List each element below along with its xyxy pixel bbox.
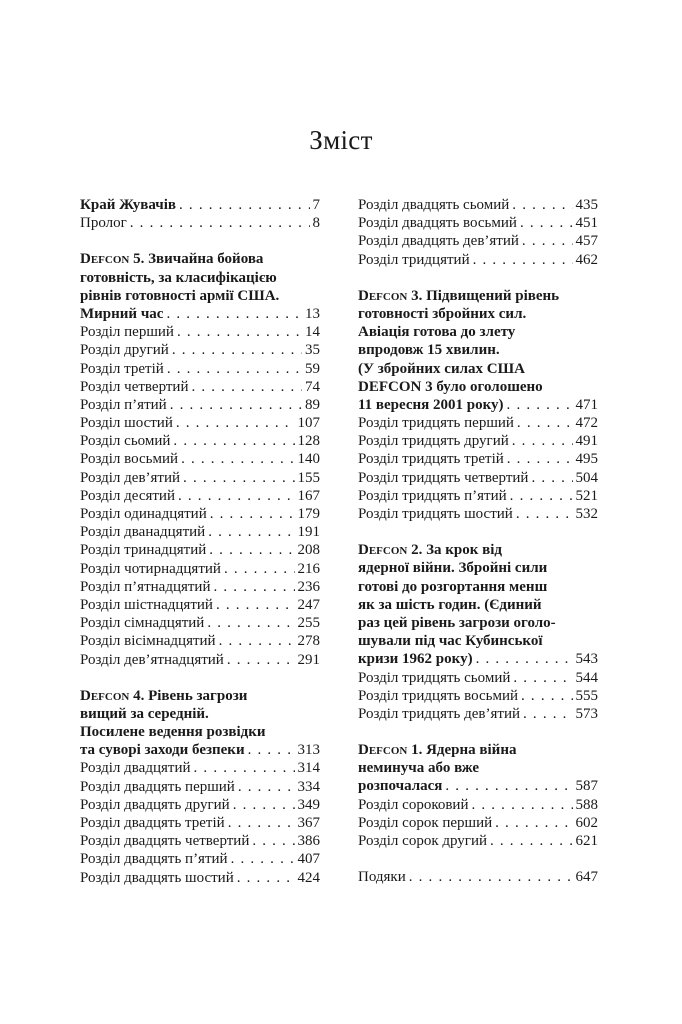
toc-entry-page: 140 [297,451,320,468]
dot-leader [473,251,573,269]
dot-leader [219,632,295,650]
dot-leader [507,450,573,468]
dot-leader [233,796,295,814]
toc-entry[interactable] [80,796,320,814]
toc-entry-label: кризи 1962 року) [358,651,473,668]
toc-entry[interactable] [80,505,320,523]
toc-entry[interactable] [358,868,598,886]
dot-leader [445,777,572,795]
dot-leader [490,832,573,850]
dot-leader [224,560,295,578]
section-heading-line: вищий за середній. [80,705,209,722]
toc-entry[interactable] [80,414,320,432]
toc-entry-label: Розділ сорок другий [358,833,487,849]
toc-entry-page: 216 [297,560,320,577]
dot-leader [191,378,302,396]
dot-leader [194,759,295,777]
toc-entry[interactable] [358,450,598,468]
toc-entry-label: Розділ двадцять п’ятий [80,851,228,868]
toc-entry-page: 191 [297,524,320,541]
toc-entry-page: 349 [297,796,320,813]
dot-leader [252,832,294,850]
dot-leader [166,305,302,323]
dot-leader [520,214,573,232]
toc-entry[interactable] [358,487,598,505]
section-heading-line: DEFCON 3 було оголошено [358,378,543,395]
dot-leader [208,523,294,541]
toc-entry[interactable] [80,651,320,669]
toc-entry-page: 495 [575,451,598,468]
toc-entry-page: 278 [297,633,320,650]
section-heading-line: ядерної війни. Збройні сили [358,560,548,577]
dot-leader [227,651,295,669]
toc-entry[interactable] [358,650,598,668]
dot-leader [181,450,294,468]
toc-entry-label: Розділ двадцять четвертий [80,833,250,850]
section-heading-line: впродовж 15 хвилин. [358,342,500,359]
toc-entry-page: 532 [575,506,598,522]
dot-leader [170,396,302,414]
toc-entry[interactable] [358,196,598,214]
toc-entry-page: 314 [297,760,320,777]
section-heading-line: раз цей рівень загрози оголо- [358,614,556,631]
section-heading-line: (У збройних силах США [358,360,525,377]
toc-entry-label: Розділ тридцять другий [358,433,509,450]
toc-entry-page: 588 [575,796,598,813]
dot-leader [507,396,573,414]
dot-leader [512,196,572,214]
toc-entry-label: Розділ тридцять четвертий [358,469,529,486]
toc-entry-label: Розділ четвертий [80,378,189,395]
toc-entry[interactable] [80,469,320,487]
toc-entry-label: Розділ вісімнадцятий [80,633,216,650]
toc-entry-page: 291 [297,651,320,668]
toc-entry-label: Розділ десятий [80,487,175,504]
toc-entry[interactable] [358,687,598,705]
toc-entry-page: 587 [575,778,598,795]
dot-leader [409,868,573,886]
toc-entry-label: Розділ тридцять перший [358,415,514,432]
dot-leader [178,487,295,505]
toc-entry-label: Розділ одинадцятий [80,506,207,522]
toc-entry[interactable] [80,541,320,559]
dot-leader [513,669,572,687]
toc-entry-page: 521 [575,487,598,504]
toc-entry-label: Розділ двадцять дев’ятий [358,233,519,250]
dot-leader [521,687,572,705]
section-heading-line: Defcon 4. Рівень загрози [80,687,248,704]
toc-entry-label: Розділ сімнадцятий [80,615,205,632]
toc-entry-label: Розділ тридцять восьмий [358,687,519,704]
toc-entry-page: 555 [575,687,598,704]
toc-entry[interactable] [80,778,320,796]
toc-entry-page: 89 [305,396,320,413]
dot-leader [471,796,572,814]
toc-entry-label: Розділ двадцятий [80,760,191,777]
section-heading-line: Defcon 3. Підвищений рівень [358,287,560,304]
toc-entry-label: Розділ двадцять сьомий [358,197,510,213]
toc-entry-page: 424 [297,869,320,886]
toc-entry[interactable] [358,505,598,523]
toc-entry[interactable] [80,487,320,505]
dot-leader [183,469,294,487]
dot-leader [207,614,294,632]
toc-entry[interactable] [358,796,598,814]
toc-entry[interactable] [80,305,320,323]
toc-entry[interactable] [358,832,598,850]
toc-entry-label: Розділ тринадцятий [80,542,207,559]
dot-leader [214,578,295,596]
toc-entry-label: Розділ тридцять дев’ятий [358,705,521,722]
section-heading-line: рівнів готовності армії США. [80,287,280,304]
toc-entry[interactable] [358,669,598,687]
dot-leader [177,323,302,341]
toc-entry[interactable] [358,251,598,269]
dot-leader [228,814,295,832]
toc-entry-label: Розділ тридцятий [358,251,470,268]
toc-entry[interactable] [358,432,598,450]
section-heading-line: готовність, за класифікацією [80,269,277,286]
toc-entry-page: 647 [575,869,598,886]
toc-entry-label: Край Жувачів [80,197,177,213]
toc-entry[interactable] [358,232,598,250]
section-heading-line: Посилене ведення розвідки [80,724,266,741]
toc-entry-page: 74 [305,378,320,395]
toc-entry[interactable] [80,850,320,868]
toc-entry-page: 435 [575,197,598,213]
section-heading-line: Defcon 5. Звичайна бойова [80,251,264,268]
dot-leader [130,214,310,232]
toc-entry-label: та суворі заходи безпеки [80,742,245,759]
toc-entry[interactable] [80,378,320,396]
toc-entry-page: 13 [305,305,320,322]
dot-leader [248,741,295,759]
dot-leader [231,850,295,868]
section-heading-line: готові до розгортання менш [358,578,548,595]
toc-entry-page: 236 [297,578,320,595]
toc-entry-label: Розділ тридцять третій [358,451,504,468]
toc-entry-label: Подяки [358,869,406,886]
dot-leader [517,414,573,432]
toc-entry-label: Розділ шістнадцятий [80,596,213,613]
toc-entry-label: Розділ восьмий [80,451,179,468]
toc-entry[interactable] [80,614,320,632]
dot-leader [512,432,573,450]
toc-entry-page: 128 [297,433,320,450]
toc-entry-page: 59 [305,360,320,377]
toc-entry-label: 11 вересня 2001 року) [358,396,504,413]
toc-entry-page: 334 [297,778,320,795]
toc-entry[interactable] [80,396,320,414]
toc-entry-page: 621 [575,833,598,849]
dot-leader [495,814,572,832]
toc-entry-page: 167 [297,487,320,504]
section-heading-line: шували під час Кубинської [358,633,543,650]
toc-entry-page: 386 [297,833,320,850]
toc-section [80,687,320,887]
toc-entry-page: 544 [575,669,598,686]
toc-entry-label: Розділ двадцять шостий [80,869,234,886]
toc-entry-label: Розділ двадцять восьмий [358,215,517,232]
toc-entry-label: Розділ сьомий [80,433,171,450]
toc-entry-label: Мирний час [80,305,164,322]
toc-entry-page: 457 [575,233,598,250]
toc-entry-page: 451 [575,215,598,232]
toc-entry-label: Розділ двадцять перший [80,778,235,795]
section-heading-line: готовності збройних сил. [358,305,527,322]
toc-entry-page: 107 [297,415,320,432]
toc-entry[interactable] [80,759,320,777]
toc-entry-page: 367 [297,815,320,831]
toc-entry[interactable] [80,323,320,341]
toc-entry-label: Розділ шостий [80,415,173,432]
dot-leader [510,487,573,505]
toc-entry-label: Розділ двадцять третій [80,815,225,831]
toc-entry-label: Розділ дев’ятий [80,469,181,486]
toc-entry[interactable] [358,777,598,795]
toc-entry-page: 179 [297,506,320,522]
toc-section [80,196,320,232]
dot-leader [237,869,295,887]
section-heading-line: Defcon 2. За крок від [358,542,502,559]
toc-entry-label: Розділ дев’ятнадцятий [80,651,224,668]
toc-entry-page: 491 [575,433,598,450]
toc-entry-page: 247 [297,596,320,613]
toc-entry[interactable] [358,814,598,832]
section-heading-line: як за шість годин. (Єдиний [358,596,542,613]
toc-entry-label: Розділ п’ятий [80,396,167,413]
toc-entry[interactable] [80,560,320,578]
toc-entry-page: 471 [575,396,598,413]
dot-leader [522,232,573,250]
toc-entry-page: 35 [305,342,320,359]
toc-entry-label: Розділ сорок перший [358,814,493,831]
toc-entry-page: 7 [312,197,320,213]
toc-entry[interactable] [358,469,598,487]
toc-section [358,741,598,850]
toc-entry-label: Розділ п’ятнадцятий [80,578,211,595]
toc-section [358,541,598,723]
toc-entry[interactable] [80,450,320,468]
toc-entry[interactable] [80,214,320,232]
toc-entry-label: Розділ другий [80,342,169,359]
dot-leader [523,705,572,723]
toc-entry-page: 14 [305,324,320,341]
dot-leader [476,650,573,668]
toc-entry[interactable] [80,632,320,650]
toc-entry-page: 208 [297,542,320,559]
toc-section [80,250,320,668]
toc-entry-page: 155 [297,469,320,486]
toc-entry[interactable] [80,596,320,614]
toc-entry-page: 8 [312,215,320,232]
toc-entry-page: 462 [575,251,598,268]
toc-entry-page: 573 [575,705,598,722]
toc-entry[interactable] [80,869,320,887]
dot-leader [176,414,295,432]
toc-right-column [358,196,598,904]
toc-entry-label: Розділ перший [80,324,174,341]
toc-entry[interactable] [80,578,320,596]
dot-leader [238,778,295,796]
toc-entry[interactable] [80,432,320,450]
toc-left-column [80,196,320,905]
dot-leader [216,596,295,614]
page-title: Зміст [309,125,373,155]
toc-entry-page: 504 [575,469,598,486]
dot-leader [210,505,295,523]
toc-entry-label: Розділ чотирнадцятий [80,560,221,577]
toc-entry-label: розпочалася [358,778,443,795]
dot-leader [167,360,302,378]
toc-entry-page: 543 [575,651,598,668]
dot-leader [209,541,294,559]
toc-entry[interactable] [80,341,320,359]
toc-entry-label: Розділ тридцять шостий [358,506,513,522]
toc-entry[interactable] [358,214,598,232]
toc-entry-label: Розділ третій [80,360,164,377]
toc-entry-page: 407 [297,851,320,868]
toc-entry-label: Розділ двадцять другий [80,796,230,813]
toc-entry[interactable] [80,196,320,214]
dot-leader [173,432,294,450]
dot-leader [179,196,309,214]
toc-entry[interactable] [80,814,320,832]
toc-entry-label: Розділ сороковий [358,796,469,813]
dot-leader [531,469,572,487]
toc-entry-page: 255 [297,615,320,632]
toc-entry[interactable] [358,414,598,432]
toc-entry[interactable] [80,832,320,850]
toc-section [358,196,598,269]
section-heading-line: неминуча або вже [358,760,480,777]
toc-section [358,868,598,886]
dot-leader [516,505,573,523]
toc-entry[interactable] [80,360,320,378]
toc-entry[interactable] [358,705,598,723]
toc-entry-label: Розділ тридцять сьомий [358,669,511,686]
toc-entry[interactable] [358,396,598,414]
section-heading-line: Defcon 1. Ядерна війна [358,742,517,759]
toc-entry-page: 313 [297,742,320,759]
toc-entry-label: Розділ дванадцятий [80,524,206,541]
dot-leader [172,341,302,359]
toc-entry-label: Пролог [80,215,127,232]
toc-entry-label: Розділ тридцять п’ятий [358,487,507,504]
toc-entry-page: 602 [575,814,598,831]
toc-entry[interactable] [80,741,320,759]
section-heading-line: Авіація готова до злету [358,324,516,341]
toc-entry[interactable] [80,523,320,541]
toc-entry-page: 472 [575,415,598,432]
toc-section [358,287,598,523]
